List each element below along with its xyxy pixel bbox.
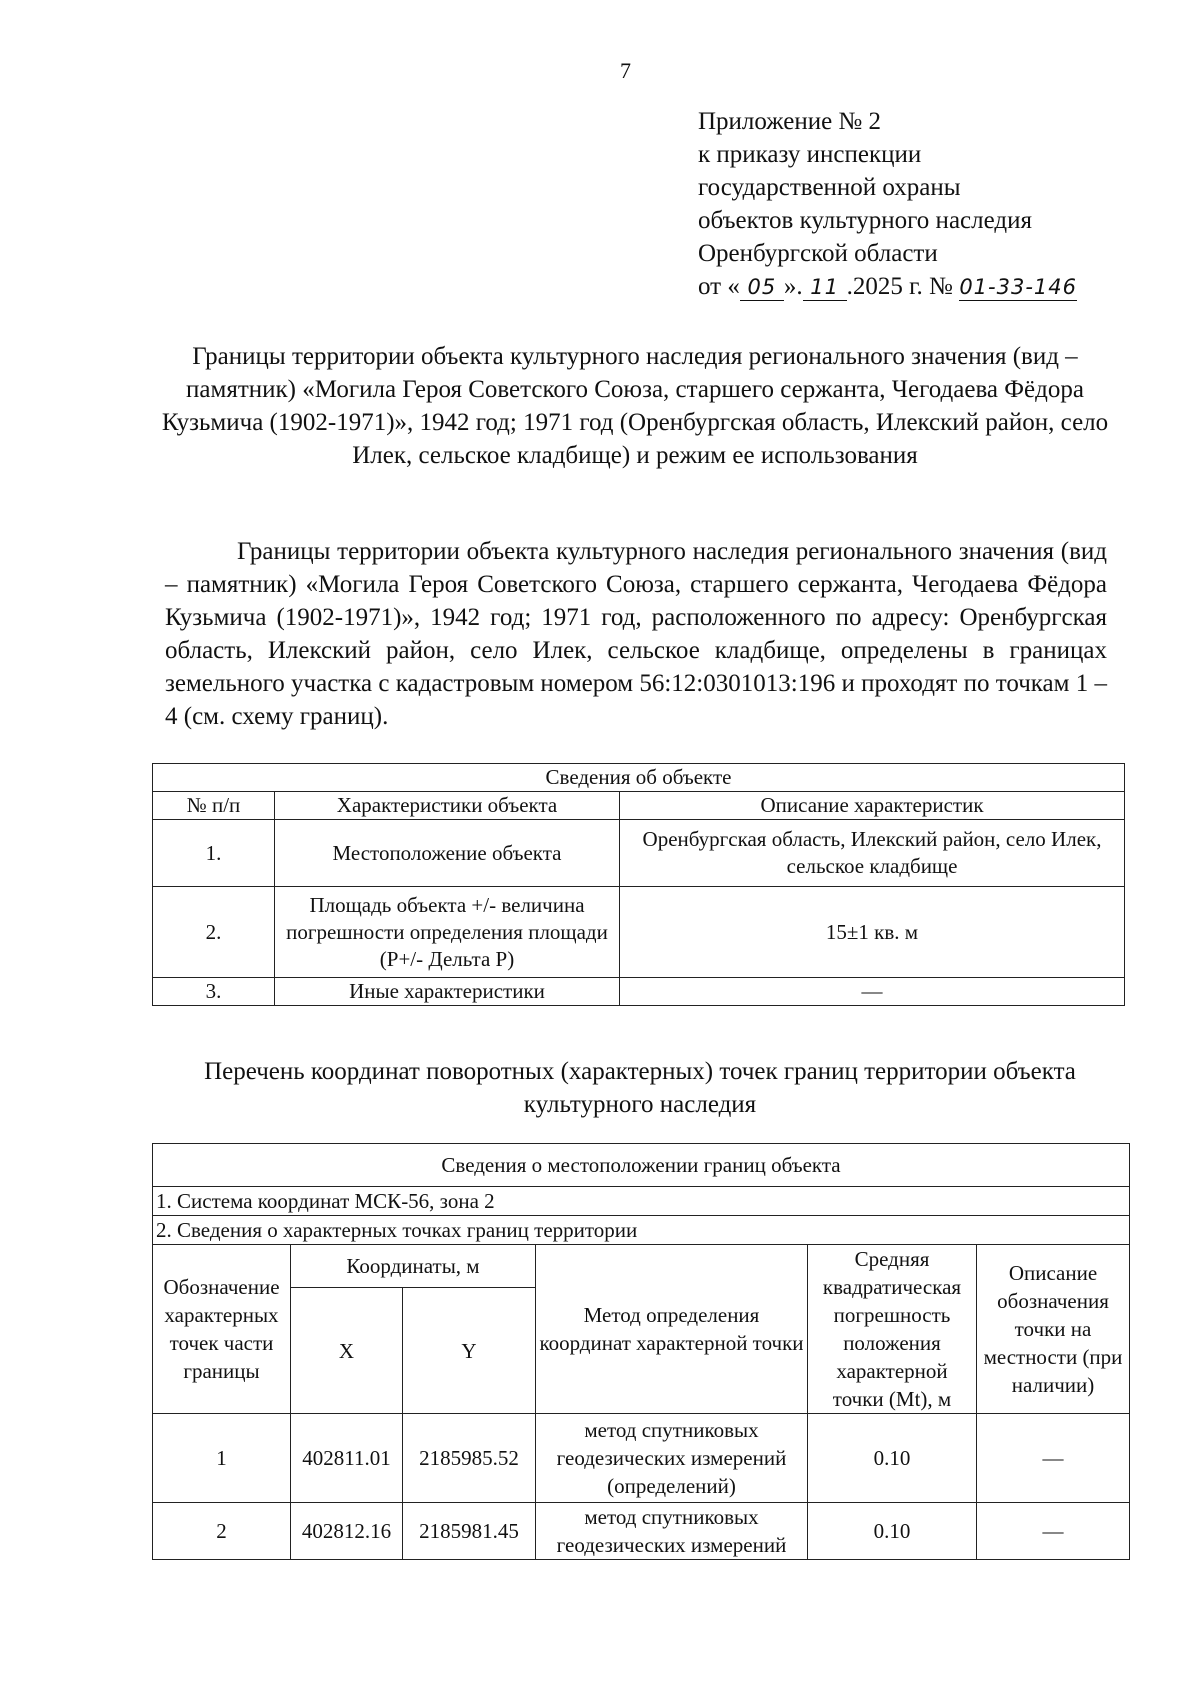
row-description: Оренбургская область, Илекский район, село Илек, сельское кладбище bbox=[620, 820, 1125, 887]
cell-y: 2185981.45 bbox=[403, 1503, 536, 1560]
annex-date-line bbox=[698, 270, 1077, 303]
column-header: № п/п bbox=[153, 792, 275, 820]
coordinates-list-title: Перечень координат поворотных (характерных) точек границ территории объекта культурного наследия bbox=[204, 1058, 1076, 1118]
annex-line: государственной охраны bbox=[698, 174, 961, 201]
annex-line: Оренбургской области bbox=[698, 240, 938, 267]
section-label: 2. Сведения о характерных точках границ территории bbox=[153, 1216, 1130, 1245]
annex-header bbox=[698, 105, 1077, 303]
row-characteristic: Местоположение объекта bbox=[275, 820, 620, 887]
cell-description: — bbox=[977, 1503, 1130, 1560]
cell-method: метод спутниковых геодезических измерений (определений) bbox=[536, 1414, 808, 1503]
date-mid: ». bbox=[783, 273, 803, 300]
cell-error: 0.10 bbox=[808, 1414, 977, 1503]
row-characteristic: Площадь объекта +/- величина погрешности определения площади (P+/- Дельта P) bbox=[275, 887, 620, 978]
header-description: Описание обозначения точки на местности (при наличии) bbox=[977, 1245, 1130, 1414]
column-header: Характеристики объекта bbox=[275, 792, 620, 820]
coordinate-system: 1. Система координат МСК-56, зона 2 bbox=[153, 1187, 1130, 1216]
annex-line: к приказу инспекции bbox=[698, 141, 922, 168]
date-day: 05 bbox=[740, 274, 784, 301]
table-row bbox=[153, 978, 1125, 1006]
header-y: Y bbox=[403, 1288, 536, 1414]
cell-error: 0.10 bbox=[808, 1503, 977, 1560]
date-prefix: от « bbox=[698, 273, 740, 300]
coordinates-table bbox=[152, 1143, 1130, 1560]
row-description: 15±1 кв. м bbox=[620, 887, 1125, 978]
header-coordinates: Координаты, м bbox=[291, 1245, 536, 1288]
row-description: — bbox=[620, 978, 1125, 1006]
header-error: Средняя квадратическая погрешность положения характерной точки (Mt), м bbox=[808, 1245, 977, 1414]
table-row bbox=[153, 820, 1125, 887]
body-paragraph: Границы территории объекта культурного наследия регионального значения (вид – памятник) «Могила Героя Советского Союза, старшего сержанта, Чегодаева Фёдора Кузьмича (1902-1971)», 1942 год; 1971 год, расположенного по адресу: Оренбургская область, Илекский район, село Илек, сельское кладбище, определены в границах земельного участка с кадастровым номером 56:12:0301013:196 и проходят по точкам 1 – 4 (см. схему границ). bbox=[165, 538, 1107, 730]
table-caption: Сведения об объекте bbox=[153, 764, 1125, 792]
row-number: 3. bbox=[153, 978, 275, 1006]
table-row bbox=[153, 1503, 1130, 1560]
document-title: Границы территории объекта культурного наследия регионального значения (вид – памятник) «Могила Героя Советского Союза, старшего сержанта, Чегодаева Фёдора Кузьмича (1902-1971)», 1942 год; 1971 год (Оренбургская область, Илекский район, село Илек, сельское кладбище) и режим ее использования bbox=[161, 343, 1109, 469]
cell-x: 402812.16 bbox=[291, 1503, 403, 1560]
table-row bbox=[153, 887, 1125, 978]
date-month: 11 bbox=[803, 274, 847, 301]
annex-line: объектов культурного наследия bbox=[698, 207, 1032, 234]
column-header: Описание характеристик bbox=[620, 792, 1125, 820]
table-row bbox=[153, 1414, 1130, 1503]
cell-method: метод спутниковых геодезических измерений bbox=[536, 1503, 808, 1560]
cell-y: 2185985.52 bbox=[403, 1414, 536, 1503]
header-x: X bbox=[291, 1288, 403, 1414]
date-year: .2025 г. № bbox=[846, 273, 953, 300]
row-number: 1. bbox=[153, 820, 275, 887]
annex-line: Приложение № 2 bbox=[698, 108, 882, 135]
cell-point: 1 bbox=[153, 1414, 291, 1503]
cell-x: 402811.01 bbox=[291, 1414, 403, 1503]
row-characteristic: Иные характеристики bbox=[275, 978, 620, 1006]
object-info-table bbox=[152, 763, 1125, 1006]
header-method: Метод определения координат характерной точки bbox=[536, 1245, 808, 1414]
cell-point: 2 bbox=[153, 1503, 291, 1560]
table-caption: Сведения о местоположении границ объекта bbox=[153, 1144, 1130, 1187]
row-number: 2. bbox=[153, 887, 275, 978]
page-number: 7 bbox=[620, 58, 631, 83]
cell-description: — bbox=[977, 1414, 1130, 1503]
header-point: Обозначение характерных точек части границы bbox=[153, 1245, 291, 1414]
order-number: 01-33-146 bbox=[959, 275, 1077, 299]
